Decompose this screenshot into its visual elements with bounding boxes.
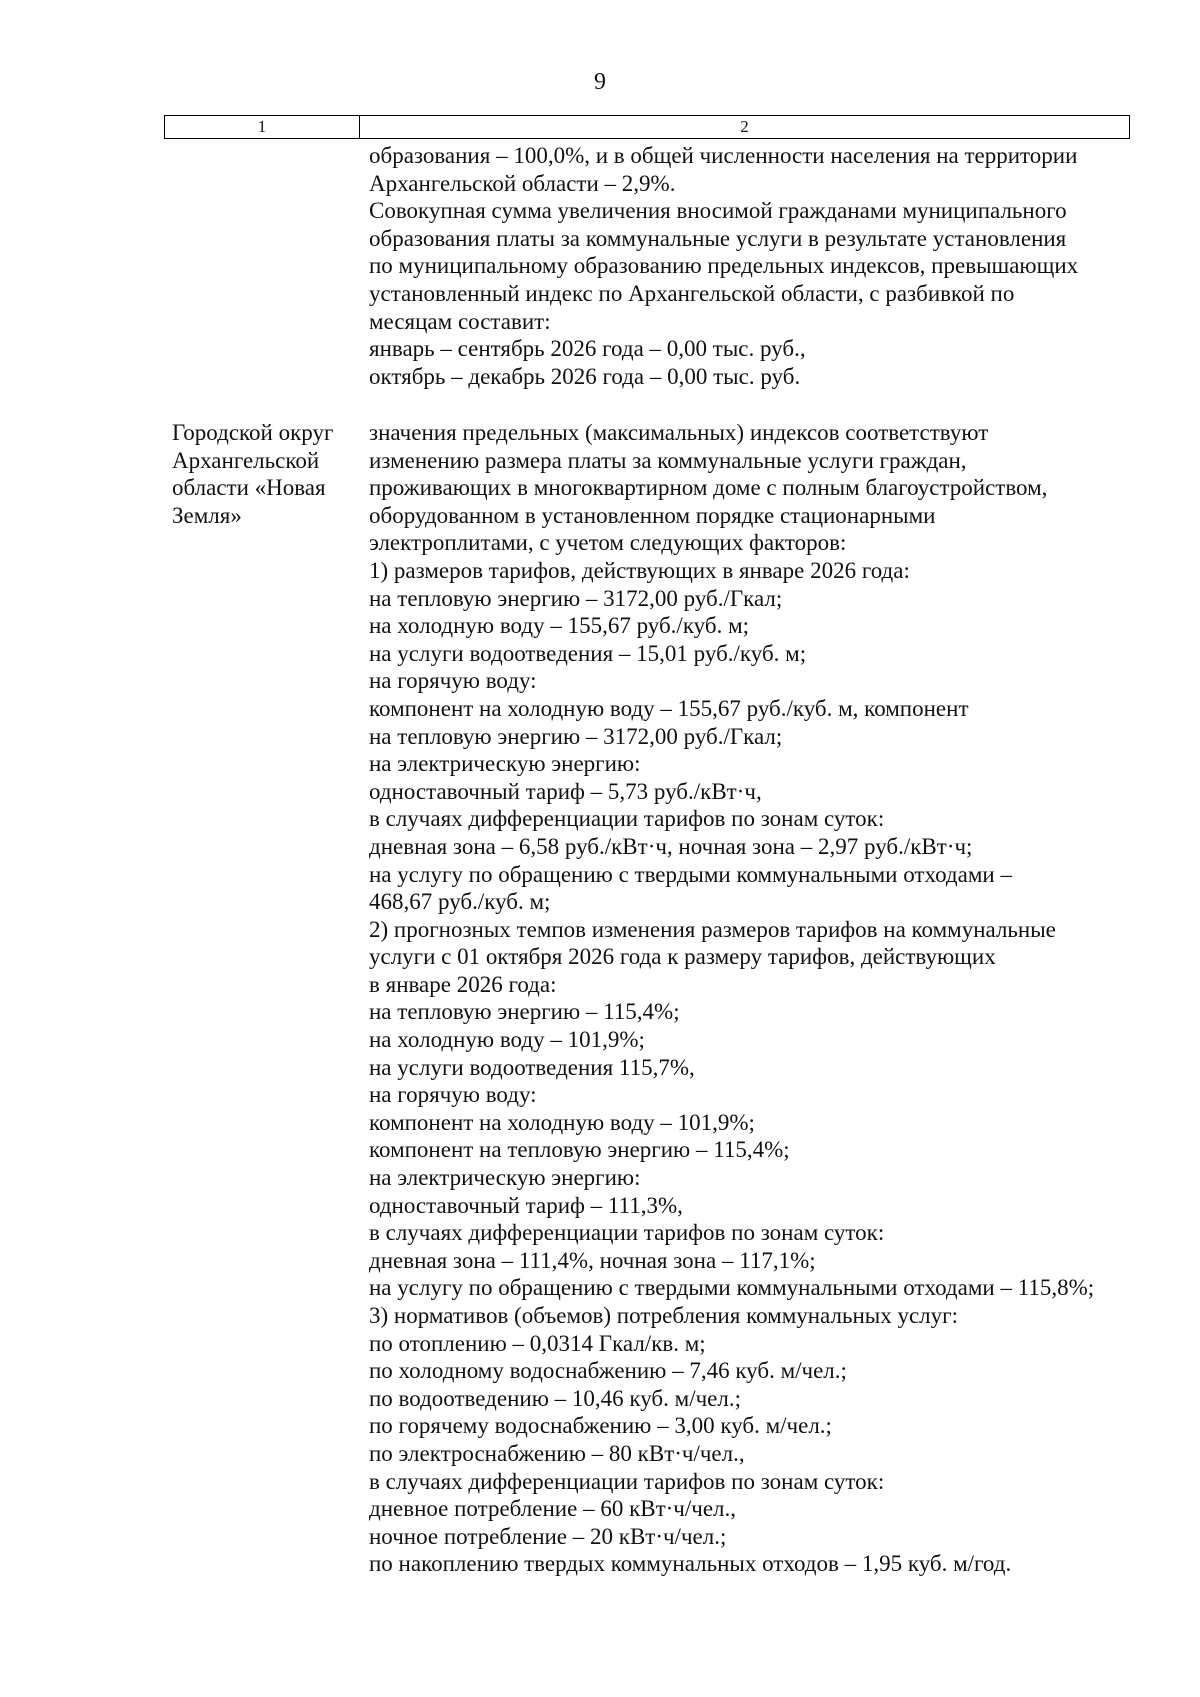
text-line: образования платы за коммунальные услуги в результате установления — [369, 225, 1067, 251]
region-name-line: Земля» — [172, 502, 242, 528]
page-number: 9 — [594, 69, 606, 95]
text-line: на горячую воду: — [369, 668, 537, 694]
text-line: на услуги водоотведения – 15,01 руб./куб. м; — [369, 640, 807, 666]
text-line: месяцам составит: — [369, 308, 551, 334]
text-line: компонент на тепловую энергию – 115,4%; — [369, 1137, 790, 1163]
novaya-zemlya-text-block — [369, 419, 1129, 1578]
continued-text-block — [369, 142, 1129, 390]
text-line: по отоплению – 0,0314 Гкал/кв. м; — [369, 1330, 706, 1356]
table-header-row — [164, 115, 1130, 139]
text-line: изменению размера платы за коммунальные услуги граждан, — [369, 447, 967, 473]
text-line: Совокупная сумма увеличения вносимой гражданами муниципального — [369, 198, 1067, 224]
text-line: электроплитами, с учетом следующих факторов: — [369, 530, 847, 556]
text-line: значения предельных (максимальных) индексов соответствуют — [369, 420, 989, 445]
text-line: ночное потребление – 20 кВт·ч/чел.; — [369, 1523, 727, 1549]
region-name-line: Городской округ — [172, 420, 334, 445]
text-line: по горячему водоснабжению – 3,00 куб. м/чел.; — [369, 1413, 832, 1439]
region-name-novaya-zemlya — [172, 419, 362, 529]
text-line: на электрическую энергию: — [369, 1165, 641, 1191]
text-line: на услугу по обращению с твердыми коммунальными отходами – — [369, 861, 1012, 887]
text-line: на тепловую энергию – 115,4%; — [369, 999, 680, 1025]
text-line: дневная зона – 6,58 руб./кВт·ч, ночная зона – 2,97 руб./кВт·ч; — [369, 833, 973, 859]
text-line: одноставочный тариф – 5,73 руб./кВт·ч, — [369, 778, 762, 804]
text-line: 1) размеров тарифов, действующих в январе 2026 года: — [369, 557, 910, 583]
text-line: оборудованном в установленном порядке стационарными — [369, 502, 936, 528]
text-line: Архангельской области – 2,9%. — [369, 170, 676, 196]
text-line: образования – 100,0%, и в общей численности населения на территории — [369, 143, 1078, 168]
text-line: одноставочный тариф – 111,3%, — [369, 1192, 683, 1218]
text-line: по водоотведению – 10,46 куб. м/чел.; — [369, 1385, 741, 1411]
text-line: по электроснабжению – 80 кВт·ч/чел., — [369, 1440, 745, 1466]
text-line: на холодную воду – 155,67 руб./куб. м; — [369, 613, 750, 639]
text-line: по муниципальному образованию предельных индексов, превышающих — [369, 253, 1079, 279]
text-line: январь – сентябрь 2026 года – 0,00 тыс. руб., — [369, 336, 806, 362]
table-header-col2: 2 — [740, 117, 749, 136]
region-name-line: Архангельской — [172, 447, 320, 473]
text-line: в случаях дифференциации тарифов по зонам суток: — [369, 1468, 885, 1494]
text-line: компонент на холодную воду – 155,67 руб./куб. м, компонент — [369, 695, 969, 721]
text-line: на холодную воду – 101,9%; — [369, 1027, 645, 1053]
text-line: в случаях дифференциации тарифов по зонам суток: — [369, 806, 885, 832]
text-line: установленный индекс по Архангельской области, с разбивкой по — [369, 280, 1015, 306]
text-line: в январе 2026 года: — [369, 971, 557, 997]
text-line: на электрическую энергию: — [369, 751, 641, 777]
text-line: проживающих в многоквартирном доме с полным благоустройством, — [369, 475, 1048, 501]
text-line: по холодному водоснабжению – 7,46 куб. м/чел.; — [369, 1358, 847, 1384]
table-header-col1: 1 — [165, 116, 360, 138]
text-line: компонент на холодную воду – 101,9%; — [369, 1109, 755, 1135]
text-line: на тепловую энергию – 3172,00 руб./Гкал; — [369, 723, 783, 749]
text-line: дневное потребление – 60 кВт·ч/чел., — [369, 1496, 737, 1522]
text-line: на услуги водоотведения 115,7%, — [369, 1054, 695, 1080]
text-line: 2) прогнозных темпов изменения размеров тарифов на коммунальные — [369, 916, 1056, 942]
text-line: на услугу по обращению с твердыми коммунальными отходами – 115,8%; — [369, 1275, 1095, 1301]
text-line: на горячую воду: — [369, 1082, 537, 1108]
text-line: октябрь – декабрь 2026 года – 0,00 тыс. руб. — [369, 363, 801, 389]
text-line: 468,67 руб./куб. м; — [369, 889, 551, 915]
text-line: услуги с 01 октября 2026 года к размеру тарифов, действующих — [369, 944, 996, 970]
region-name-line: области «Новая — [172, 475, 326, 501]
text-line: дневная зона – 111,4%, ночная зона – 117,1%; — [369, 1247, 816, 1273]
text-line: по накоплению твердых коммунальных отходов – 1,95 куб. м/год. — [369, 1551, 1012, 1577]
text-line: в случаях дифференциации тарифов по зонам суток: — [369, 1220, 885, 1246]
text-line: 3) нормативов (объемов) потребления коммунальных услуг: — [369, 1303, 958, 1328]
text-line: на тепловую энергию – 3172,00 руб./Гкал; — [369, 585, 783, 611]
